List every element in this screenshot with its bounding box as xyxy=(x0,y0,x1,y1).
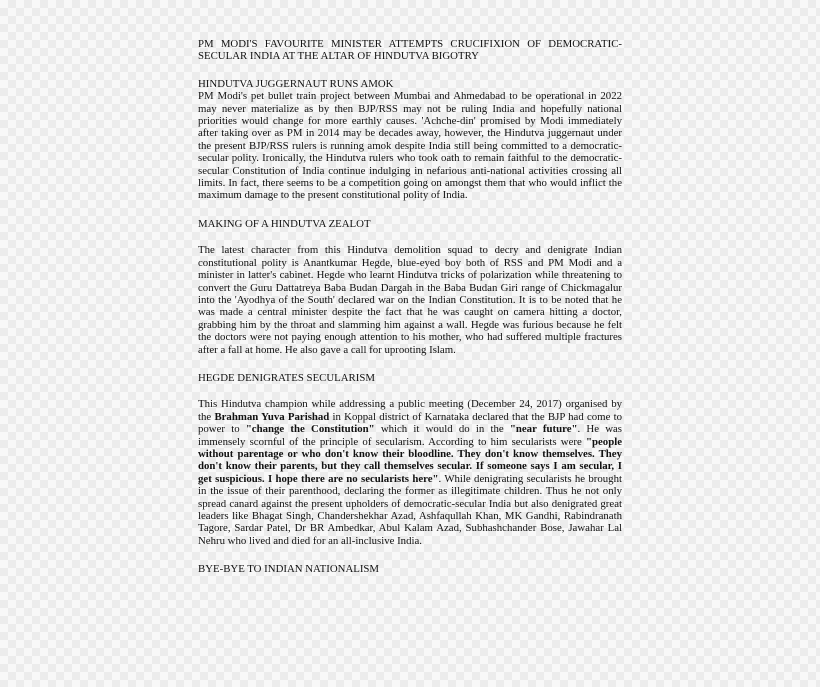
text-run: . He was immensely scornful of the principle of secularism. According to him secularists were xyxy=(198,423,622,448)
section-heading-juggernaut: HINDUTVA JUGGERNAUT RUNS AMOK xyxy=(198,77,394,90)
quote-change-constitution: "change the Constitution" xyxy=(245,423,375,436)
paragraph-secularism xyxy=(198,398,622,547)
organisation-name: Brahman Yuva Parishad xyxy=(214,410,330,423)
document-page xyxy=(198,38,622,576)
text-run: . While denigrating secularists he brought in the issue of their parenthood, declaring the former as illegitimate children. Thus he not only spread canard against the present upholders of democratic-secular India but also denigrated great leaders like Bhagat Singh, Chandershekhar Azad, Ashfaqullah Khan, MK Gandhi, Rabindranath Tagore, Sardar Patel, Dr BR Ambedkar, Abul Kalam Azad, Subhashchander Bose, Jawahar Lal Nehru who lived and died for an all-inclusive India. xyxy=(198,472,622,547)
section-heading-nationalism: BYE-BYE TO INDIAN NATIONALISM xyxy=(198,563,380,576)
article-title: PM MODI'S FAVOURITE MINISTER ATTEMPTS CRUCIFIXION OF DEMOCRATIC-SECULAR INDIA AT THE ALTAR OF HINDUTVA BIGOTRY xyxy=(198,38,622,63)
text-run: in Koppal district of Karnataka declared that the BJP had come to power to xyxy=(198,410,623,436)
section-heading-zealot: MAKING OF A HINDUTVA ZEALOT xyxy=(198,217,371,230)
text-run: This Hindutva champion while addressing a public meeting (December 24, 2017) organised by the xyxy=(198,398,622,423)
quote-near-future: "near future" xyxy=(509,423,578,436)
text-run: which it would do in the xyxy=(374,423,510,436)
paragraph-juggernaut: PM Modi's pet bullet train project between Mumbai and Ahmedabad to be operational in 2022 may never materialize as by then BJP/RSS may not be ruling India and hopefully national priorities would change for more earthly causes. 'Achche-din' promised by Modi immediately after taking over as PM in 2014 may be decades away, however, the Hindutva juggernaut under the present BJP/RSS rulers is running amok despite India still being committed to a democratic-secular polity. Ironically, the Hindutva rulers who took oath to remain faithful to the democratic-secular Constitution of India continue indulging in nefarious anti-national activities crossing all limits. In fact, there seems to be a competition going on amongst them that who would inflict the maximum damage to the present constitutional polity of India. xyxy=(198,90,622,202)
section-heading-secularism: HEGDE DENIGRATES SECULARISM xyxy=(198,371,375,384)
quote-secularists: "people without parentage or who don't know their bloodline. They don't know themselves. They don't know their parents, but they call themselves secular. If someone says I am secular, I get suspicious. I hope there are no secularists here" xyxy=(198,435,622,485)
paragraph-zealot: The latest character from this Hindutva demolition squad to decry and denigrate Indian constitutional polity is Anantkumar Hegde, blue-eyed boy both of RSS and PM Modi and a minister in latter's cabinet. Hegde who learnt Hindutva tricks of polarization while threatening to convert the Guru Dattatreya Baba Budan Dargah in the Baba Budan Giri range of Chickmagalur into the 'Ayodhya of the South' declared war on the Indian Constitution. It is to be noted that he was made a central minister despite the fact that he was caught on camera hitting a doctor, grabbing him by the throat and slamming him against a wall. Hegde was furious because he felt the doctors were not paying enough attention to his mother, who had suffered multiple fractures after a fall at home. He also gave a call for uprooting Islam. xyxy=(198,244,622,356)
